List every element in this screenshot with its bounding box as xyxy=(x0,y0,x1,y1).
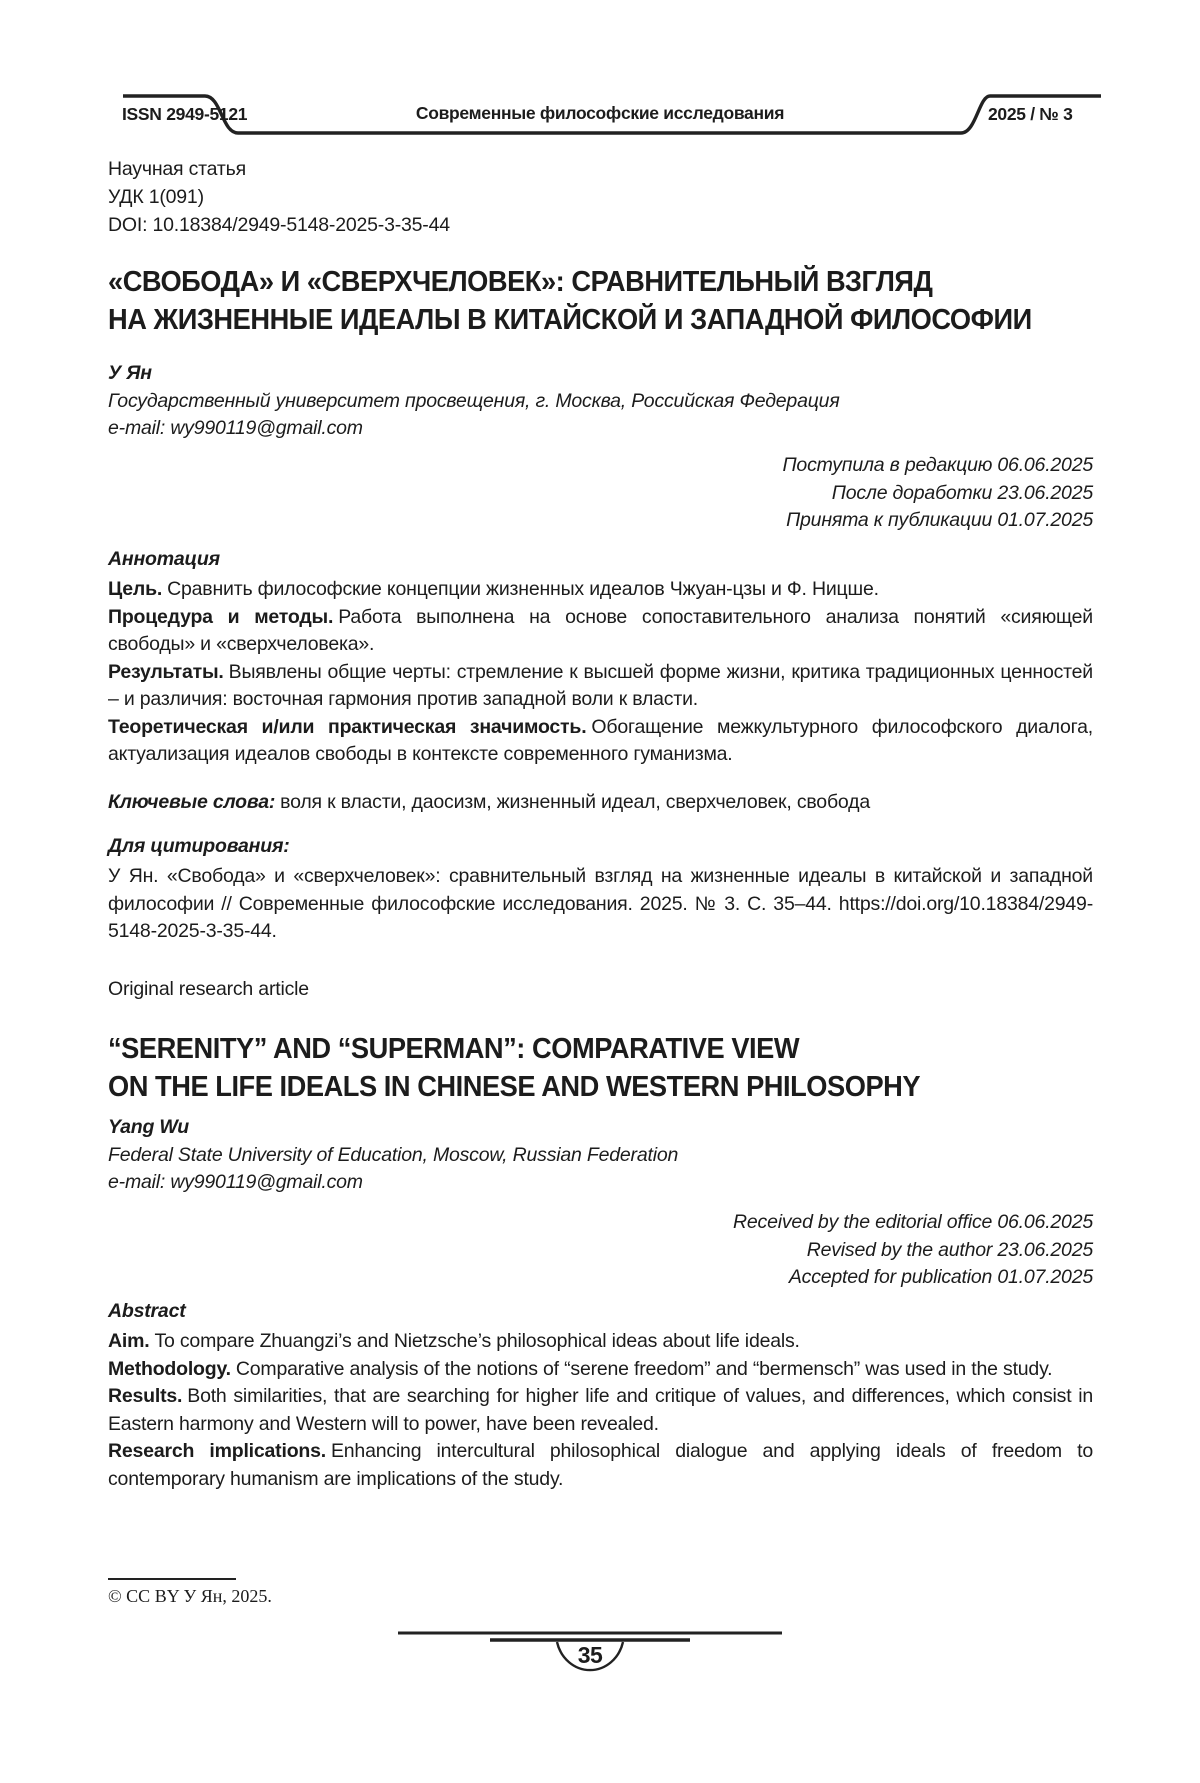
abstract-heading-ru: Аннотация xyxy=(108,548,220,570)
meta-ru xyxy=(108,155,1093,239)
abstract-item-text: Сравнить философские концепции жизненных идеалов Чжуан-цзы и Ф. Ницше. xyxy=(167,578,879,600)
dates-en xyxy=(108,1209,1093,1292)
abstract-item xyxy=(108,1438,1093,1493)
author-block-en xyxy=(108,1114,1093,1197)
abstract-item xyxy=(108,1328,1093,1356)
abstract-item xyxy=(108,659,1093,714)
dates-ru xyxy=(108,452,1093,535)
abstract-item-text: Обогащение межкультурного философского диалога, актуализация идеалов свободы в контексте современного гуманизма. xyxy=(108,715,1093,765)
abstract-heading-en: Abstract xyxy=(108,1300,186,1322)
date-accepted-en: Accepted for publication 01.07.2025 xyxy=(788,1266,1093,1288)
date-received-ru: Поступила в редакцию 06.06.2025 xyxy=(782,454,1093,476)
abstract-item-label: Цель. xyxy=(108,578,163,600)
abstract-item xyxy=(108,1383,1093,1438)
author-name-ru: У Ян xyxy=(108,362,152,384)
date-accepted-ru: Принята к публикации 01.07.2025 xyxy=(786,509,1093,531)
author-affiliation-en: Federal State University of Education, Moscow, Russian Federation xyxy=(108,1143,679,1166)
author-email-ru: e-mail: wy990119@gmail.com xyxy=(108,417,363,439)
abstract-item xyxy=(108,714,1093,769)
page-number: 35 xyxy=(577,1642,603,1668)
abstract-item-label: Процедура и методы. xyxy=(108,605,334,628)
header-issue: 2025 / № 3 xyxy=(988,104,1073,124)
abstract-item-text: Enhancing intercultural philosophical dialogue and applying ideals of freedom to contemporary humanism are implications of the study. xyxy=(108,1440,1094,1490)
header-issn: ISSN 2949-5121 xyxy=(122,104,248,124)
abstract-item xyxy=(108,576,1093,604)
abstract-en xyxy=(108,1328,1093,1493)
author-affiliation-ru: Государственный университет просвещения, г. Москва, Российская Федерация xyxy=(108,389,840,412)
abstract-item-text: To compare Zhuangzi’s and Nietzsche’s philosophical ideas about life ideals. xyxy=(154,1330,800,1352)
abstract-item-text: Comparative analysis of the notions of “serene freedom” and “bermensch” was used in the study. xyxy=(235,1357,1053,1380)
abstract-item-text: Both similarities, that are searching for higher life and critique of values, and differences, which consist in Eastern harmony and Western will to power, have been revealed. xyxy=(108,1385,1093,1435)
date-revised-en: Revised by the author 23.06.2025 xyxy=(806,1238,1093,1261)
date-revised-ru: После доработки 23.06.2025 xyxy=(831,481,1093,504)
author-email-en: e-mail: wy990119@gmail.com xyxy=(108,1171,363,1193)
date-received-en: Received by the editorial office 06.06.2025 xyxy=(733,1211,1093,1233)
abstract-item-label: Результаты. xyxy=(108,660,224,683)
abstract-item-label: Research implications. xyxy=(108,1440,326,1462)
doi: DOI: 10.18384/2949-5148-2025-3-35-44 xyxy=(108,214,450,236)
abstract-item-label: Methodology. xyxy=(108,1357,231,1380)
title-ru-line1: «СВОБОДА» И «СВЕРХЧЕЛОВЕК»: СРАВНИТЕЛЬНЫЙ ВЗГЛЯД xyxy=(108,266,933,298)
author-block-ru xyxy=(108,360,1093,443)
title-ru-line2: НА ЖИЗНЕННЫЕ ИДЕАЛЫ В КИТАЙСКОЙ И ЗАПАДНОЙ ФИЛОСОФИИ xyxy=(108,304,1032,336)
title-en-line1: “SERENITY” AND “SUPERMAN”: COMPARATIVE VIEW xyxy=(108,1033,800,1065)
citation-label-ru: Для цитирования: xyxy=(108,835,290,857)
abstract-item xyxy=(108,604,1093,659)
abstract-item xyxy=(108,1356,1093,1384)
article-type-ru: Научная статья xyxy=(108,158,246,180)
copyright-note: © CC BY У Ян, 2025. xyxy=(108,1586,272,1606)
abstract-item-text: Работа выполнена на основе сопоставительного анализа понятий «сияющей свободы» и «сверхчеловека». xyxy=(108,605,1093,655)
udk: УДК 1(091) xyxy=(108,186,204,208)
keywords-ru xyxy=(108,789,1093,817)
author-name-en: Yang Wu xyxy=(108,1116,189,1138)
citation-text-ru: У Ян. «Свобода» и «сверхчеловек»: сравнительный взгляд на жизненные идеалы в китайской и западной философии // Современные философские исследования. 2025. № 3. С. 35–44. https://doi.org/10.18384/2949-5148-2025-3-35-44. xyxy=(108,865,1093,942)
title-en xyxy=(108,1030,1093,1106)
abstract-item-label: Теоретическая и/или практическая значимость. xyxy=(108,715,587,738)
header-banner-rule xyxy=(0,0,1200,150)
abstract-item-label: Aim. xyxy=(108,1330,150,1352)
keywords-text-ru: воля к власти, даосизм, жизненный идеал, сверхчеловек, свобода xyxy=(280,791,870,813)
article-type-en: Original research article xyxy=(108,978,309,1000)
abstract-item-text: Выявлены общие черты: стремление к высшей форме жизни, критика традиционных ценностей – и различия: восточная гармония против западной воли к власти. xyxy=(108,660,1093,710)
abstract-item-label: Results. xyxy=(108,1385,183,1407)
citation-ru xyxy=(108,863,1093,946)
keywords-label-ru: Ключевые слова: xyxy=(108,791,276,813)
abstract-ru xyxy=(108,576,1093,769)
copyright-rule xyxy=(108,1578,236,1580)
title-ru xyxy=(108,263,1093,339)
header-journal-title: Современные философские исследования xyxy=(415,103,785,123)
title-en-line2: ON THE LIFE IDEALS IN CHINESE AND WESTERN PHILOSOPHY xyxy=(108,1071,921,1103)
